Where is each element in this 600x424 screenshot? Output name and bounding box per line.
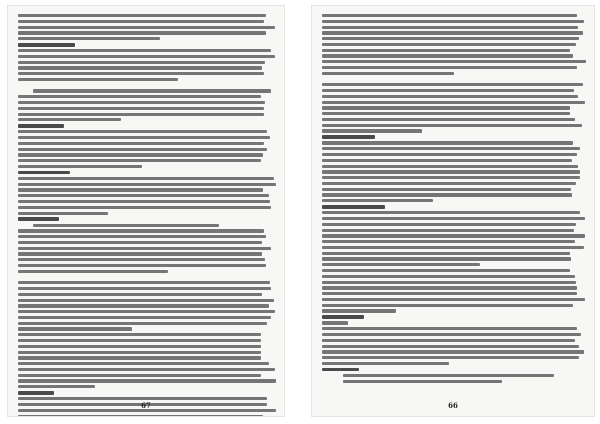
text-line — [18, 310, 275, 313]
text-line — [18, 177, 274, 180]
text-line — [18, 194, 269, 197]
text-line — [322, 112, 570, 115]
text-line — [322, 298, 585, 301]
text-line — [322, 129, 422, 132]
text-line — [18, 235, 266, 238]
text-line — [343, 380, 501, 383]
text-line — [18, 362, 269, 365]
text-line — [322, 72, 454, 75]
text-line — [322, 188, 571, 191]
text-line — [18, 84, 276, 87]
text-line — [33, 224, 219, 227]
text-line — [18, 374, 261, 377]
text-line — [18, 37, 160, 40]
right-page-number: 66 — [448, 401, 458, 410]
text-line — [322, 95, 578, 98]
text-line — [18, 299, 274, 302]
text-line — [18, 183, 276, 186]
text-line — [18, 368, 275, 371]
text-line — [322, 356, 579, 359]
text-line — [18, 101, 265, 104]
text-line — [322, 83, 583, 86]
text-line — [322, 321, 348, 324]
text-line — [322, 193, 572, 196]
text-line — [18, 148, 267, 151]
text-line — [18, 171, 70, 175]
text-line — [18, 345, 261, 348]
text-line — [18, 78, 178, 81]
text-line — [18, 66, 262, 69]
text-line — [18, 391, 54, 395]
text-line — [18, 356, 261, 359]
text-line — [18, 252, 262, 255]
text-line — [18, 316, 271, 319]
text-line — [322, 37, 579, 40]
text-line — [18, 72, 264, 75]
text-line — [18, 293, 262, 296]
text-line — [322, 205, 385, 209]
text-line — [18, 165, 142, 168]
text-line — [322, 141, 573, 144]
text-line — [322, 240, 575, 243]
text-line — [322, 333, 581, 336]
text-line — [18, 43, 75, 47]
text-line — [322, 275, 575, 278]
text-line — [322, 246, 584, 249]
text-line — [322, 60, 586, 63]
text-line — [322, 368, 359, 372]
text-line — [18, 14, 266, 17]
text-line — [18, 142, 264, 145]
text-line — [18, 258, 265, 261]
text-line — [322, 14, 577, 17]
text-line — [322, 78, 586, 81]
text-line — [322, 66, 577, 69]
text-line — [18, 136, 270, 139]
text-line — [322, 124, 582, 127]
text-line — [322, 281, 576, 284]
text-line — [322, 199, 433, 202]
text-line — [18, 31, 266, 34]
text-line — [33, 89, 270, 92]
text-line — [322, 217, 585, 220]
text-line — [18, 339, 261, 342]
text-line — [18, 385, 95, 388]
text-line — [18, 49, 271, 52]
text-line — [18, 351, 261, 354]
text-line — [18, 247, 271, 250]
text-line — [18, 206, 271, 209]
text-line — [18, 118, 121, 121]
text-line — [18, 276, 276, 279]
text-line — [322, 229, 574, 232]
text-line — [322, 309, 396, 312]
text-line — [18, 270, 168, 273]
text-line — [18, 200, 270, 203]
text-line — [322, 362, 449, 365]
text-line — [322, 26, 578, 29]
text-line — [322, 153, 577, 156]
text-line — [322, 269, 570, 272]
text-line — [18, 264, 266, 267]
text-line — [322, 182, 576, 185]
text-line — [322, 20, 584, 23]
text-line — [322, 159, 572, 162]
text-line — [322, 170, 580, 173]
text-line — [18, 124, 64, 128]
text-line — [18, 281, 270, 284]
text-line — [18, 304, 269, 307]
text-line — [18, 415, 263, 416]
text-line — [18, 61, 265, 64]
left-page-body-text — [18, 14, 276, 394]
text-line — [18, 107, 264, 110]
text-line — [322, 118, 575, 121]
text-line — [18, 327, 132, 330]
text-line — [18, 20, 264, 23]
text-line — [322, 292, 577, 295]
text-line — [322, 339, 575, 342]
text-line — [322, 263, 480, 266]
text-line — [322, 304, 573, 307]
text-line — [18, 379, 276, 382]
text-line — [18, 229, 264, 232]
text-line — [322, 286, 577, 289]
text-line — [322, 211, 580, 214]
text-line — [18, 55, 275, 58]
text-line — [322, 223, 576, 226]
text-line — [322, 49, 570, 52]
text-line — [18, 159, 261, 162]
text-line — [322, 350, 584, 353]
text-line — [322, 101, 585, 104]
text-line — [322, 327, 577, 330]
text-line — [322, 54, 573, 57]
text-line — [18, 130, 267, 133]
text-line — [322, 234, 585, 237]
text-line — [322, 31, 583, 34]
text-line — [322, 106, 570, 109]
text-line — [18, 26, 275, 29]
text-line — [18, 212, 108, 215]
right-page — [312, 6, 594, 416]
text-line — [18, 153, 263, 156]
text-line — [18, 397, 267, 400]
text-line — [18, 188, 263, 191]
text-line — [322, 315, 364, 319]
text-line — [322, 89, 574, 92]
text-line — [18, 287, 271, 290]
right-page-body-text — [322, 14, 586, 394]
text-line — [322, 252, 570, 255]
text-line — [18, 333, 261, 336]
text-line — [18, 241, 262, 244]
text-line — [322, 43, 576, 46]
text-line — [18, 95, 261, 98]
left-page-number: 67 — [141, 401, 151, 410]
text-line — [18, 217, 59, 221]
text-line — [322, 176, 580, 179]
text-line — [322, 147, 580, 150]
text-line — [343, 374, 554, 377]
text-line — [322, 165, 578, 168]
left-page — [8, 6, 284, 416]
text-line — [322, 135, 375, 139]
text-line — [322, 345, 579, 348]
text-line — [18, 113, 264, 116]
text-line — [18, 322, 267, 325]
text-line — [322, 257, 571, 260]
